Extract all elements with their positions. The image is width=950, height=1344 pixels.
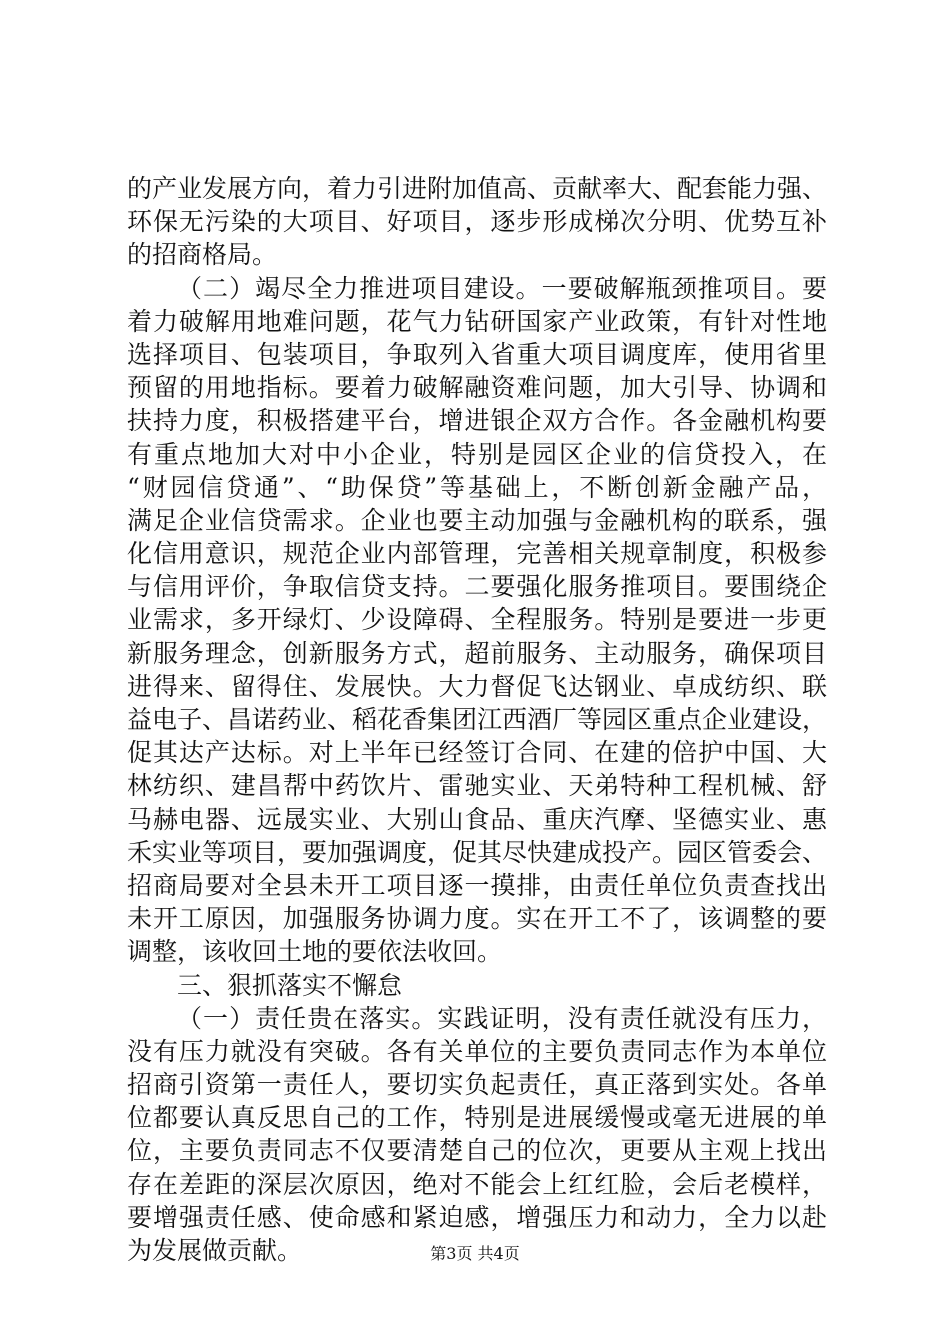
- document-body: [127, 172, 827, 1267]
- text-line: 预留的用地指标。要着力破解融资难问题，加大引导、协调和: [127, 373, 827, 403]
- text-line: 进得来、留得住、发展快。大力督促飞达钢业、卓成纺织、联: [127, 671, 827, 701]
- text-line: 扶持力度，积极搭建平台，增进银企双方合作。各金融机构要: [127, 406, 827, 436]
- text-line: 要增强责任感、使命感和紧迫感，增强压力和动力，全力以赴: [127, 1202, 827, 1232]
- text-line: 满足企业信贷需求。企业也要主动加强与金融机构的联系，强: [127, 505, 827, 535]
- text-line: “财园信贷通”、“助保贷”等基础上，不断创新金融产品，: [127, 472, 827, 502]
- text-line: 禾实业等项目，要加强调度，促其尽快建成投产。园区管委会、: [127, 837, 828, 867]
- text-line: （二）竭尽全力推进项目建设。一要破解瓶颈推项目。要: [177, 273, 827, 303]
- text-line: （一）责任贵在落实。实践证明，没有责任就没有压力，: [177, 1003, 827, 1033]
- text-line: 招商局要对全县未开工项目逐一摸排，由责任单位负责查找出: [127, 870, 827, 900]
- text-line: 马赫电器、远晟实业、大别山食品、重庆汽摩、坚德实业、惠: [127, 804, 827, 834]
- text-line: 与信用评价，争取信贷支持。二要强化服务推项目。要围绕企: [127, 572, 827, 602]
- text-line: 为发展做贡献。: [127, 1236, 303, 1265]
- text-line: 化信用意识，规范企业内部管理，完善相关规章制度，积极参: [127, 539, 827, 569]
- text-line: 业需求，多开绿灯、少设障碍、全程服务。特别是要进一步更: [127, 605, 827, 635]
- text-line: 招商引资第一责任人，要切实负起责任，真正落到实处。各单: [127, 1070, 827, 1100]
- text-line: 着力破解用地难问题，花气力钻研国家产业政策，有针对性地: [127, 306, 827, 336]
- text-line: 没有压力就没有突破。各有关单位的主要负责同志作为本单位: [127, 1036, 827, 1066]
- text-line: 有重点地加大对中小企业，特别是园区企业的信贷投入，在: [127, 439, 827, 469]
- text-line: 益电子、昌诺药业、稻花香集团江西酒厂等园区重点企业建设，: [127, 705, 828, 734]
- text-line: 三、狠抓落实不懈怠: [177, 970, 403, 1000]
- text-line: 林纺织、建昌帮中药饮片、雷驰实业、天弟特种工程机械、舒: [127, 771, 827, 801]
- text-line: 位，主要负责同志不仅要清楚自己的位次，更要从主观上找出: [127, 1136, 827, 1166]
- text-line: 的产业发展方向，着力引进附加值高、贡献率大、配套能力强、: [127, 174, 828, 203]
- text-line: 位都要认真反思自己的工作，特别是进展缓慢或毫无进展的单: [127, 1103, 827, 1133]
- text-line: 未开工原因，加强服务协调力度。实在开工不了，该调整的要: [127, 904, 827, 934]
- text-line: 新服务理念，创新服务方式，超前服务、主动服务，确保项目: [127, 638, 827, 668]
- text-line: 环保无污染的大项目、好项目，逐步形成梯次分明、优势互补: [127, 207, 827, 237]
- text-line: 的招商格局。: [127, 240, 278, 270]
- text-line: 促其达产达标。对上半年已经签订合同、在建的倍护中国、大: [127, 738, 827, 768]
- text-line: 选择项目、包装项目，争取列入省重大项目调度库，使用省里: [127, 339, 827, 369]
- text-line: 调整，该收回土地的要依法收回。: [127, 937, 503, 967]
- page-footer: 第3页 共4页: [430, 1244, 520, 1263]
- text-line: 存在差距的深层次原因，绝对不能会上红红脸，会后老模样，: [127, 1169, 827, 1199]
